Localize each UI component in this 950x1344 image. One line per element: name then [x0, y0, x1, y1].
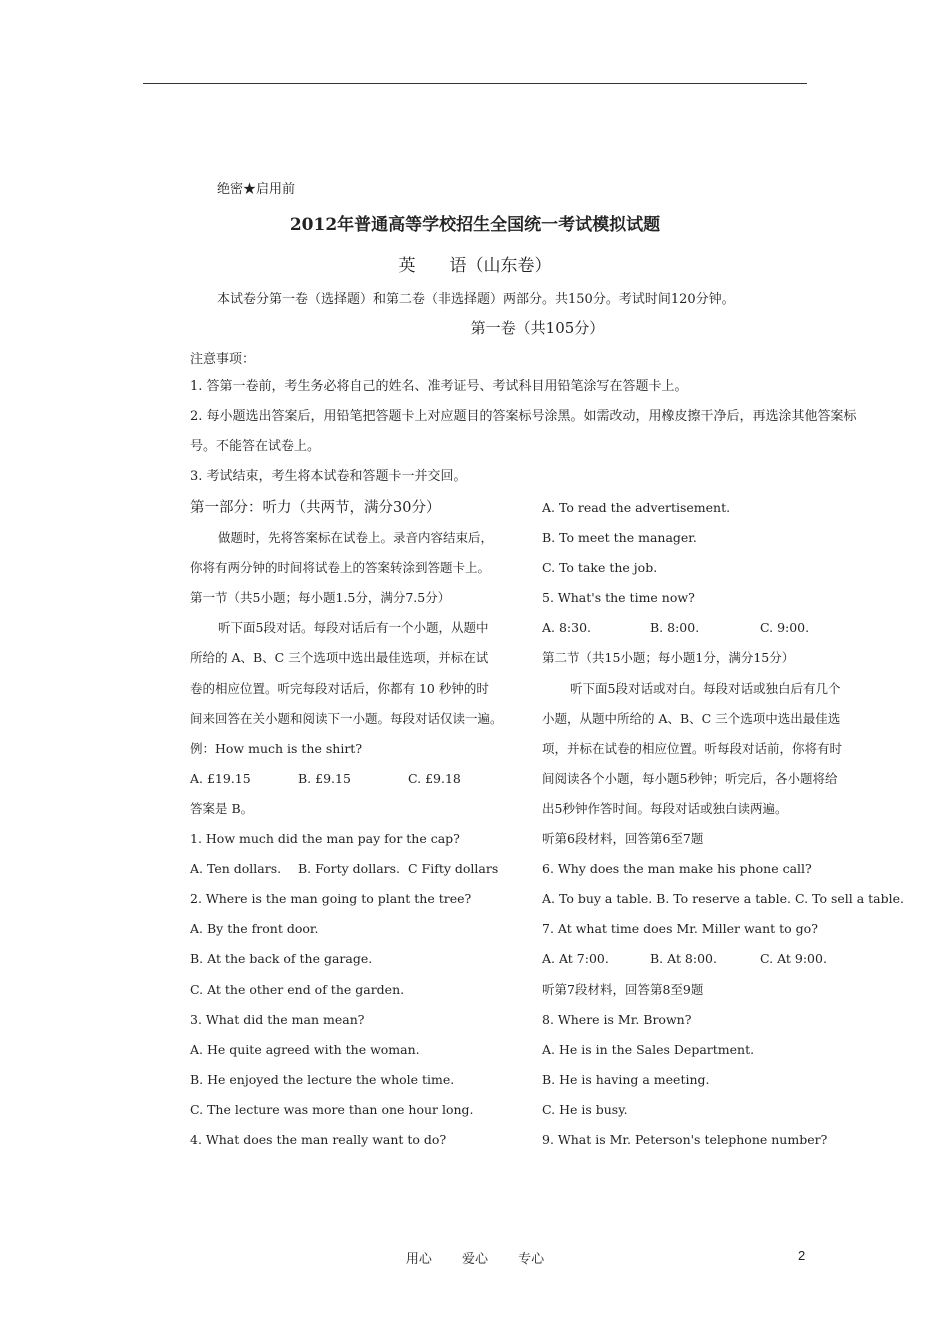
question-options — [542, 613, 872, 643]
section-title: 第二节（共15小题；每小题1分，满分15分） — [542, 650, 795, 666]
footer-word: 专心 — [518, 1252, 545, 1267]
question: 2. Where is the man going to plant the tree? — [190, 891, 472, 907]
question: 6. Why does the man make his phone call? — [542, 861, 812, 877]
option: A. To read the advertisement. — [542, 500, 731, 515]
question: 4. What does the man really want to do? — [190, 1131, 447, 1147]
question-options — [190, 854, 525, 884]
paragraph-line: 出5秒钟作答时间。每段对话或独白读两遍。 — [542, 800, 788, 816]
question: 1. How much did the man pay for the cap? — [190, 831, 460, 847]
option: A. £19.15 — [190, 770, 251, 786]
option: A. By the front door. — [190, 921, 319, 937]
option: C Fifty dollars — [408, 861, 499, 877]
confidential-mark: 绝密★启用前 — [217, 182, 296, 197]
option: B. 8:00. — [650, 620, 700, 636]
option: C. The lecture was more than one hour long. — [190, 1101, 474, 1117]
question: 5. What's the time now? — [542, 590, 695, 606]
option: C. At 9:00. — [760, 951, 827, 967]
option: A. He quite agreed with the woman. — [190, 1041, 420, 1057]
paragraph-line: 听下面5段对话。每段对话后有一个小题，从题中 — [218, 620, 489, 636]
footer-motto — [0, 1248, 950, 1267]
paragraph-line: 卷的相应位置。听完每段对话后，你都有 10 秒钟的时 — [190, 680, 489, 696]
paragraph-line: 所给的 A、B、C 三个选项中选出最佳选项，并标在试 — [190, 650, 489, 666]
question-options — [542, 944, 872, 974]
paragraph-line: 小题，从题中所给的 A、B、C 三个选项中选出最佳选 — [542, 710, 841, 726]
exam-title: 2012年普通高等学校招生全国统一考试模拟试题 — [289, 215, 661, 235]
part-title: 第一部分：听力（共两节，满分30分） — [190, 500, 441, 516]
footer-word: 用心 — [405, 1252, 432, 1267]
paragraph-line: 间来回答在关小题和阅读下一小题。每段对话仅读一遍。 — [190, 710, 503, 726]
question: 7. At what time does Mr. Miller want to go? — [542, 921, 818, 937]
paragraph-line: 项，并标在试卷的相应位置。听每段对话前，你将有时 — [542, 740, 843, 756]
option: B. £9.15 — [298, 770, 351, 786]
question: 9. What is Mr. Peterson's telephone number? — [542, 1131, 828, 1147]
option: B. At the back of the garage. — [190, 951, 373, 967]
notice-heading: 注意事项： — [190, 352, 256, 367]
section-title: 第一节（共5小题；每小题1.5分，满分7.5分） — [190, 590, 451, 606]
example-options — [190, 764, 525, 794]
option: B. He is having a meeting. — [542, 1071, 710, 1087]
option: B. Forty dollars. — [298, 861, 401, 877]
exam-intro: 本试卷分第一卷（选择题）和第二卷（非选择题）两部分。共150分。考试时间120分钟。 — [217, 292, 735, 307]
option: C. 9:00. — [760, 620, 810, 636]
question-options: A. To buy a table. B. To reserve a table. C. To sell a table. — [542, 891, 904, 907]
option: A. At 7:00. — [542, 951, 609, 967]
right-column — [542, 493, 904, 1155]
option: B. He enjoyed the lecture the whole time. — [190, 1071, 455, 1087]
material-heading: 听第6段材料，回答第6至7题 — [542, 831, 704, 847]
option: A. He is in the Sales Department. — [542, 1041, 755, 1057]
left-column — [190, 493, 525, 1155]
option: A. Ten dollars. — [190, 861, 282, 877]
question: 8. Where is Mr. Brown? — [542, 1011, 692, 1027]
material-heading: 听第7段材料，回答第8至9题 — [542, 981, 704, 997]
option: C. To take the job. — [542, 560, 658, 576]
header-rule — [143, 83, 807, 84]
notice-item: 1. 答第一卷前，考生务必将自己的姓名、准考证号、考试科目用铅笔涂写在答题卡上。 — [190, 379, 688, 394]
option: A. 8:30. — [542, 620, 592, 636]
notice-item: 2. 每小题选出答案后，用铅笔把答题卡上对应题目的答案标号涂黑。如需改动，用橡皮擦干净后，再选涂其他答案标号。不能答在试卷上。 — [190, 409, 857, 454]
exam-subtitle: 英 语（山东卷） — [398, 256, 552, 276]
paragraph-line: 间阅读各个小题，每小题5秒钟；听完后，各小题将给 — [542, 770, 838, 786]
notice-item: 3. 考试结束，考生将本试卷和答题卡一并交回。 — [190, 469, 467, 484]
example-question: 例：How much is the shirt? — [190, 740, 363, 756]
option: C. He is busy. — [542, 1101, 628, 1117]
question: 3. What did the man mean? — [190, 1011, 365, 1027]
paragraph-line: 你将有两分钟的时间将试卷上的答案转涂到答题卡上。 — [190, 560, 491, 576]
option: C. At the other end of the garden. — [190, 981, 405, 997]
example-answer: 答案是 B。 — [190, 800, 254, 816]
option: B. To meet the manager. — [542, 530, 697, 546]
paragraph-line: 听下面5段对话或对白。每段对话或独白后有几个 — [570, 680, 841, 696]
footer-word: 爱心 — [461, 1252, 488, 1267]
option: B. At 8:00. — [650, 951, 717, 967]
paragraph-line: 做题时，先将答案标在试卷上。录音内容结束后， — [218, 530, 494, 546]
volume-title: 第一卷（共105分） — [470, 319, 605, 337]
option: C. £9.18 — [408, 770, 461, 786]
page-number: 2 — [798, 1248, 806, 1263]
